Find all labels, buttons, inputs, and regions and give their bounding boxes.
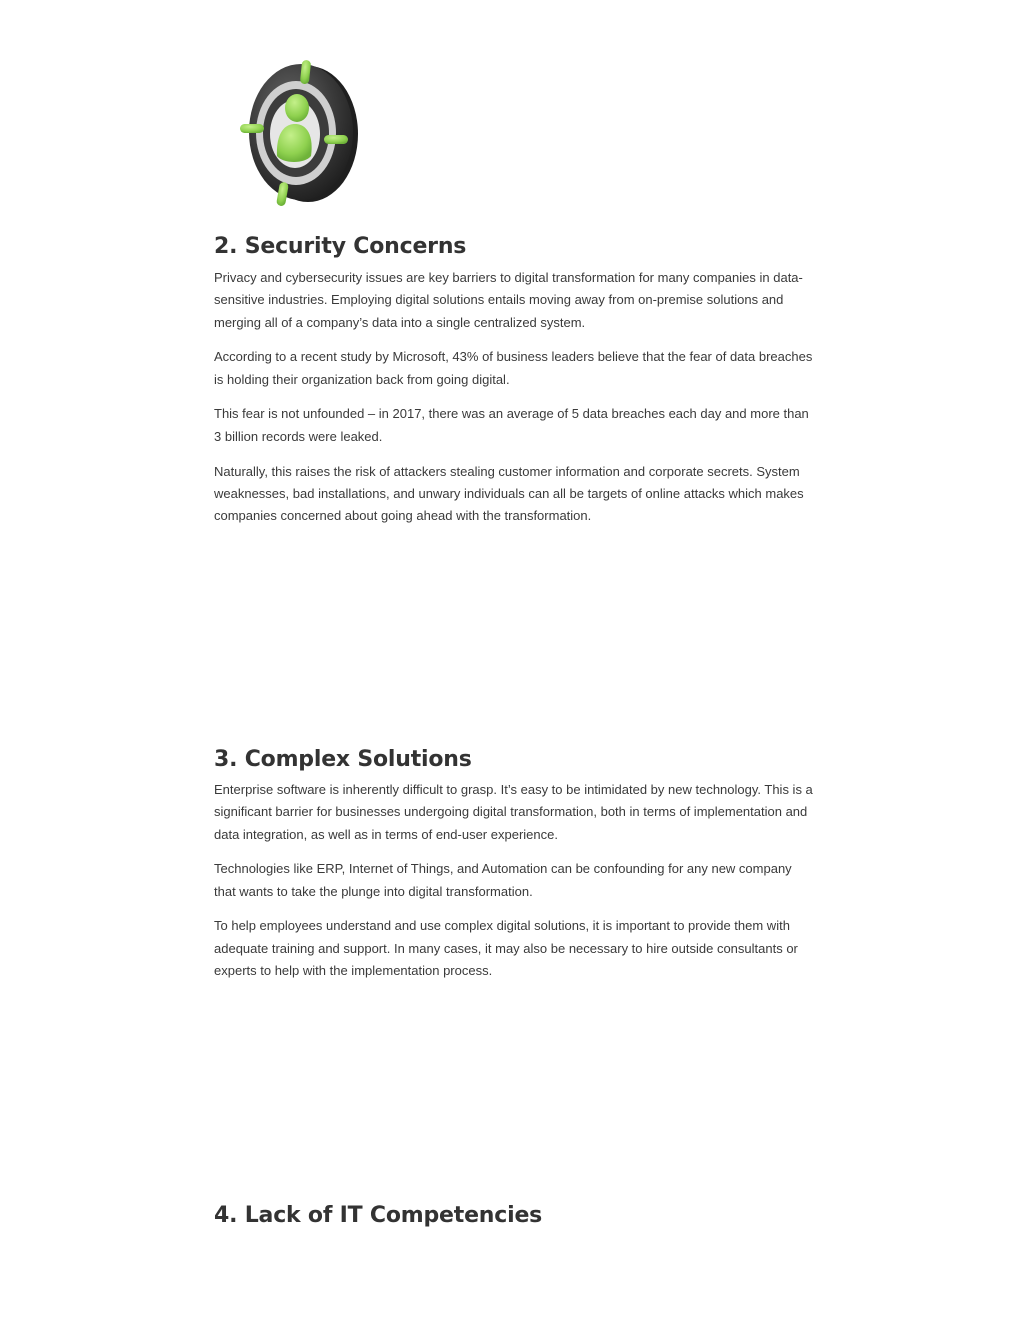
section-security-concerns: [214, 233, 814, 527]
paragraph: Privacy and cybersecurity issues are key barriers to digital transformation for many companies in data-sensitive industries. Employing digital solutions entails moving away from on-premise solutions and merging all of a company’s data into a single centralized system.: [214, 270, 803, 330]
paragraph: Technologies like ERP, Internet of Things, and Automation can be confounding for any new company that wants to take the plunge into digital transformation.: [214, 861, 792, 899]
paragraph: Naturally, this raises the risk of attackers stealing customer information and corporate secrets. System weaknesses, bad installations, and unwary individuals can all be targets of online attacks which makes companies concerned about going ahead with the transformation.: [214, 463, 804, 524]
section-heading: 2. Security Concerns: [214, 234, 467, 259]
user-target-icon: [238, 58, 368, 208]
section-lack-of-it-competencies: [214, 1202, 814, 1230]
paragraph: Enterprise software is inherently difficult to grasp. It’s easy to be intimidated by new technology. This is a significant barrier for businesses undergoing digital transformation, both in terms of implementation and data integration, as well as in terms of end-user experience.: [214, 782, 813, 842]
section-complex-solutions: [214, 746, 814, 982]
section-heading: 4. Lack of IT Competencies: [214, 1203, 543, 1228]
paragraph: According to a recent study by Microsoft, 43% of business leaders believe that the fear of data breaches is holding their organization back from going digital.: [214, 349, 813, 387]
paragraph: This fear is not unfounded – in 2017, there was an average of 5 data breaches each day and more than 3 billion records were leaked.: [214, 406, 809, 444]
section-heading: 3. Complex Solutions: [214, 747, 472, 772]
paragraph: To help employees understand and use complex digital solutions, it is important to provide them with adequate training and support. In many cases, it may also be necessary to hire outside consultants or experts to help with the implementation process.: [214, 918, 798, 979]
